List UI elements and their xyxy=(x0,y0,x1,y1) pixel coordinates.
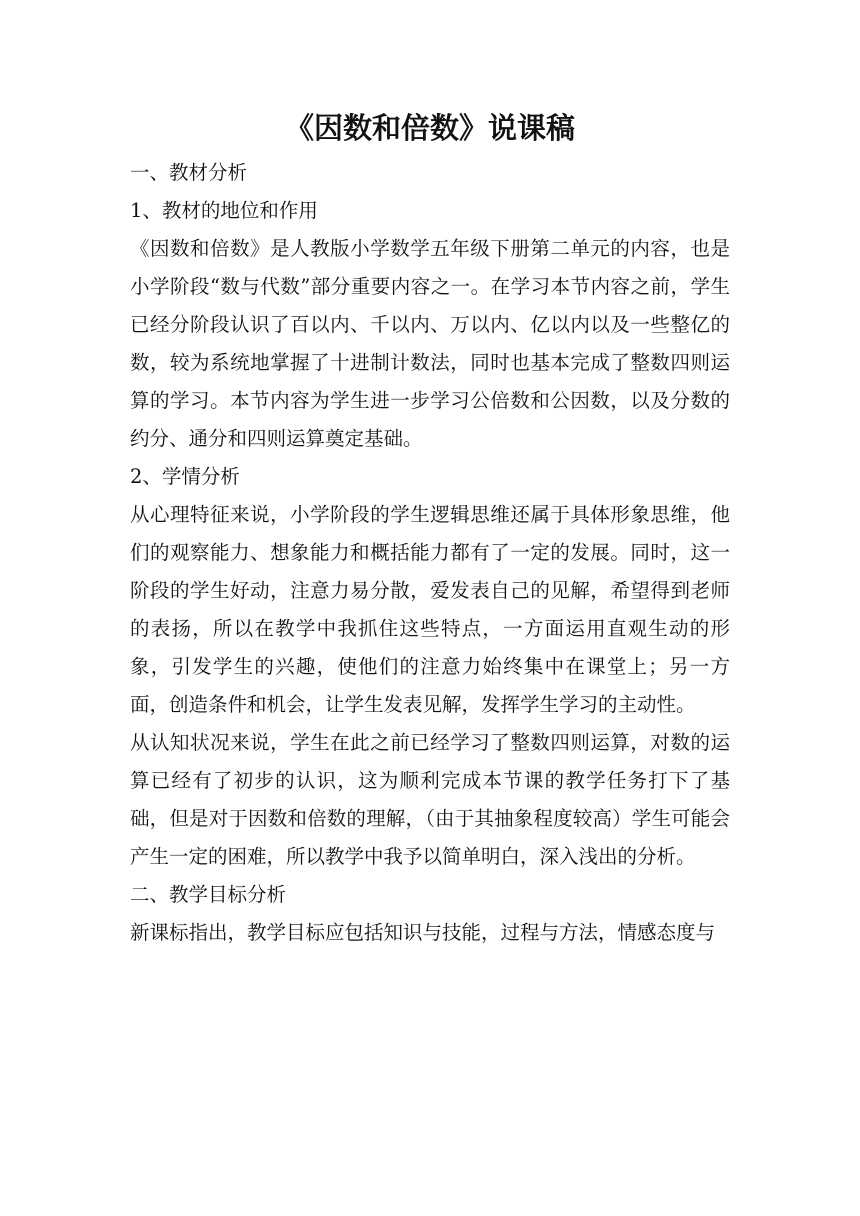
section-heading-textbook-analysis: 一、教材分析 xyxy=(130,161,248,184)
paragraph-status-role: 《因数和倍数》是人教版小学数学五年级下册第二单元的内容，也是小学阶段“数与代数”部分重要内容之一。在学习本节内容之前，学生已经分阶段认识了百以内、千以内、万以内、亿以内以及一些整亿的数，较为系统地掌握了十进制计数法，同时也基本完成了整数四则运算的学习。本节内容为学生进一步学习公倍数和公因数，以及分数的约分、通分和四则运算奠定基础。 xyxy=(130,237,730,450)
paragraph-teaching-goals: 新课标指出，教学目标应包括知识与技能，过程与方法，情感态度与 xyxy=(130,921,716,944)
subsection-heading-student-analysis: 2、学情分析 xyxy=(130,465,240,488)
section-heading-teaching-goals: 二、教学目标分析 xyxy=(130,883,287,906)
subsection-heading-status-role: 1、教材的地位和作用 xyxy=(130,199,318,222)
paragraph-psychological-traits: 从心理特征来说，小学阶段的学生逻辑思维还属于具体形象思维，他们的观察能力、想象能力和概括能力都有了一定的发展。同时，这一阶段的学生好动，注意力易分散，爱发表自己的见解，希望得到老师的表扬，所以在教学中我抓住这些特点，一方面运用直观生动的形象，引发学生的兴趣，使他们的注意力始终集中在课堂上；另一方面，创造条件和机会，让学生发表见解，发挥学生学习的主动性。 xyxy=(130,503,730,716)
document-title: 《因数和倍数》说课稿 xyxy=(284,111,575,145)
document-body xyxy=(130,154,730,952)
paragraph-cognitive-status: 从认知状况来说，学生在此之前已经学习了整数四则运算，对数的运算已经有了初步的认识，这为顺利完成本节课的教学任务打下了基础，但是对于因数和倍数的理解，（由于其抽象程度较高）学生可能会产生一定的困难，所以教学中我予以简单明白，深入浅出的分析。 xyxy=(130,731,730,868)
